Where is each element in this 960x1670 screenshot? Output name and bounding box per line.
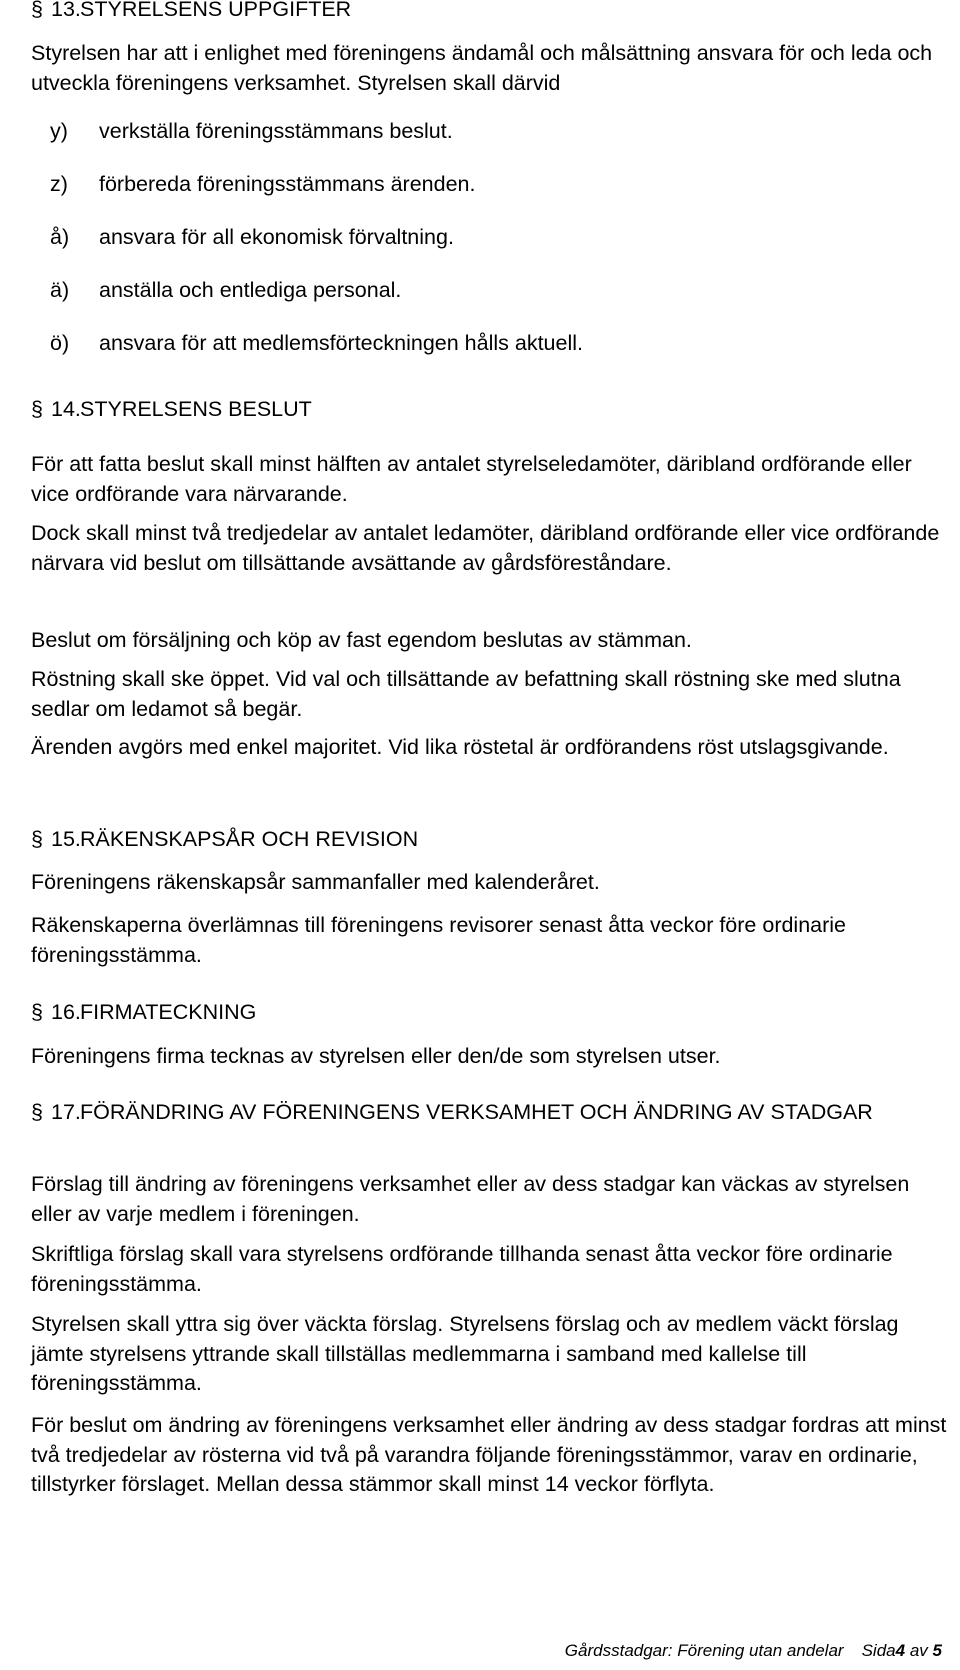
section-symbol: §	[31, 1100, 43, 1124]
section-symbol: §	[31, 397, 43, 421]
list-item-text: ansvara för all ekonomisk förvaltning.	[99, 225, 454, 249]
list-item-label: ä)	[50, 278, 70, 302]
list-item-text: verkställa föreningsstämmans beslut.	[99, 119, 453, 143]
section-title: FIRMATECKNING	[80, 1000, 257, 1024]
footer-page-current: 4	[895, 1641, 906, 1660]
paragraph: Ärenden avgörs med enkel majoritet. Vid lika röstetal är ordförandens röst utslagsgivande.	[31, 735, 889, 759]
paragraph: Föreningens firma tecknas av styrelsen eller den/de som styrelsen utser.	[31, 1044, 721, 1068]
paragraph: Förslag till ändring av föreningens verksamhet eller av dess stadgar kan väckas av styrelsen eller av varje medlem i föreningen.	[31, 1172, 910, 1226]
page-footer	[565, 1640, 942, 1662]
section-title: FÖRÄNDRING AV FÖRENINGENS VERKSAMHET OCH ÄNDRING AV STADGAR	[80, 1100, 873, 1124]
list-item-text: ansvara för att medlemsförteckningen hålls aktuell.	[99, 331, 583, 355]
section-number: 16.	[51, 1000, 81, 1024]
section-symbol: §	[31, 0, 43, 21]
section-title: STYRELSENS UPPGIFTER	[80, 0, 352, 21]
paragraph: Styrelsen har att i enlighet med föreningens ändamål och målsättning ansvara för och leda och utveckla föreningens verksamhet. Styrelsen skall därvid	[31, 41, 933, 95]
paragraph: Beslut om försäljning och köp av fast egendom beslutas av stämman.	[31, 628, 692, 652]
list-item-label: å)	[50, 225, 70, 249]
section-number: 14.	[51, 397, 81, 421]
paragraph: Styrelsen skall yttra sig över väckta förslag. Styrelsens förslag och av medlem väckt förslag jämte styrelsens yttrande skall tillställas medlemmarna i samband med kallelse till föreningsstämma.	[31, 1312, 899, 1395]
list-item-label: ö)	[50, 331, 70, 355]
section-symbol: §	[31, 1000, 43, 1024]
paragraph: Föreningens räkenskapsår sammanfaller med kalenderåret.	[31, 870, 600, 894]
footer-page-total: 5	[932, 1641, 942, 1660]
paragraph: Dock skall minst två tredjedelar av antalet ledamöter, däribland ordförande eller vice ordförande närvara vid beslut om tillsättande avsättande av gårdsföreståndare.	[31, 521, 940, 575]
paragraph: Räkenskaperna överlämnas till föreningens revisorer senast åtta veckor före ordinarie föreningsstämma.	[31, 913, 847, 967]
paragraph: För beslut om ändring av föreningens verksamhet eller ändring av dess stadgar fordras att minst två tredjedelar av rösterna vid två på varandra följande föreningsstämmor, varav en ordinarie, tillstyrker förslaget. Mellan dessa stämmor skall minst 14 veckor förflyta.	[31, 1413, 947, 1496]
paragraph: För att fatta beslut skall minst hälften av antalet styrelseledamöter, däribland ordförande eller vice ordförande vara närvarande.	[31, 452, 912, 506]
paragraph: Röstning skall ske öppet. Vid val och tillsättande av befattning skall röstning ske med slutna sedlar om ledamot så begär.	[31, 667, 901, 721]
footer-document-title: Gårdsstadgar: Förening utan andelar	[564, 1641, 844, 1660]
section-number: 13.	[51, 0, 81, 21]
footer-page-of: av	[909, 1641, 928, 1660]
section-symbol: §	[31, 827, 43, 851]
list-item-text: anställa och entlediga personal.	[99, 278, 402, 302]
section-title: RÄKENSKAPSÅR OCH REVISION	[80, 827, 419, 851]
footer-page-prefix: Sida	[861, 1641, 896, 1660]
list-item-text: förbereda föreningsstämmans ärenden.	[99, 172, 476, 196]
section-number: 17.	[51, 1100, 81, 1124]
section-title: STYRELSENS BESLUT	[80, 397, 312, 421]
paragraph: Skriftliga förslag skall vara styrelsens ordförande tillhanda senast åtta veckor före ordinarie föreningsstämma.	[31, 1242, 893, 1296]
list-item-label: y)	[50, 119, 68, 143]
section-number: 15.	[51, 827, 81, 851]
list-item-label: z)	[50, 172, 68, 196]
